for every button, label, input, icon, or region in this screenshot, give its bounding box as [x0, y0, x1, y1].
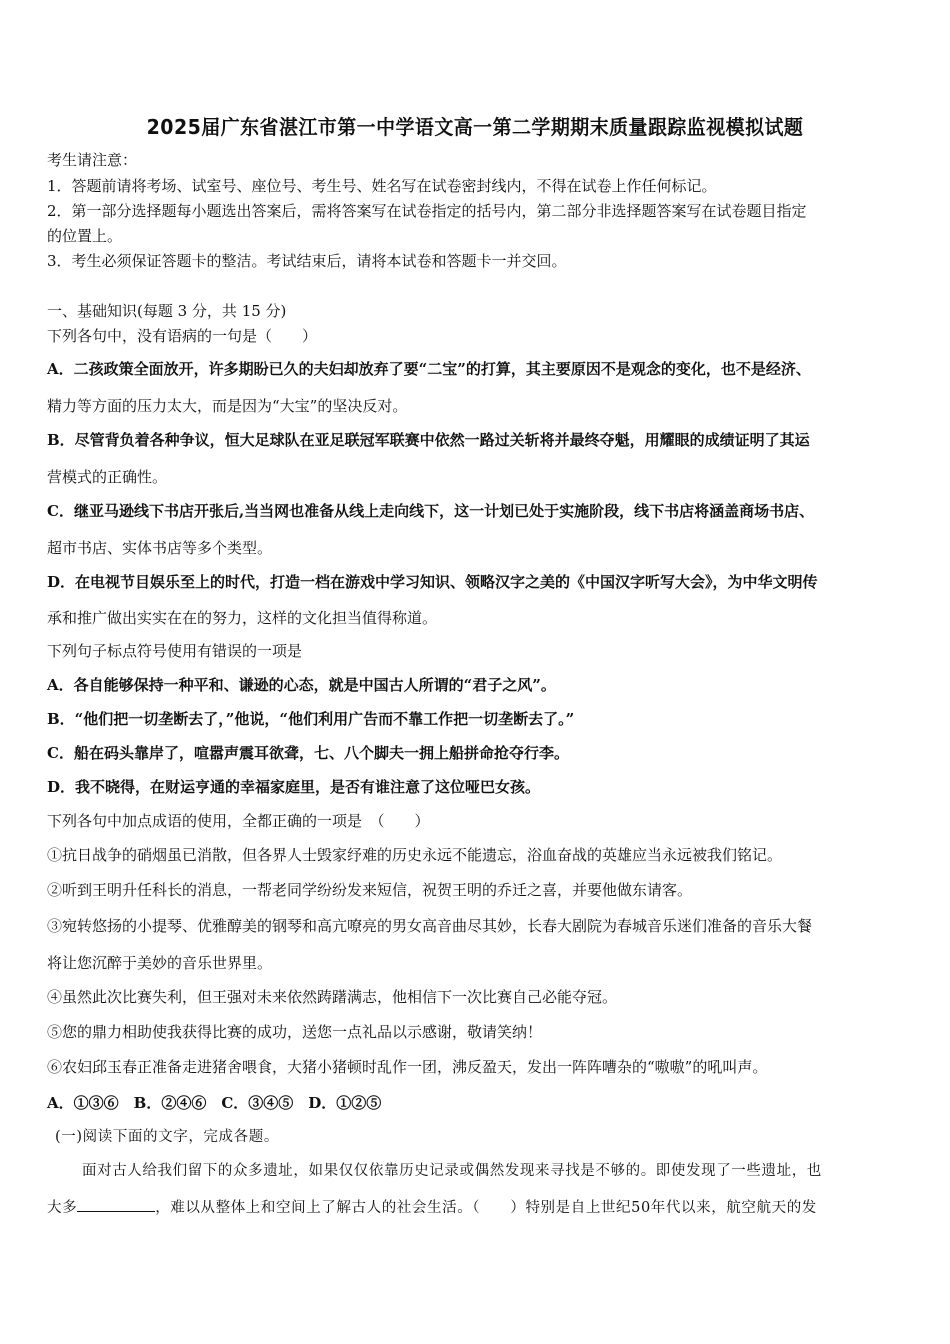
- question-1-option-d-cont: 承和推广做出实实在在的努力，这样的文化担当值得称道。: [47, 609, 438, 627]
- reading-text-segment: ，难以从整体上和空间上了解古人的社会生活。（ ）特别是自上世纪50年代以来，航空航天的发: [155, 1200, 817, 1216]
- question-1-stem: 下列各句中，没有语病的一句是（ ）: [47, 327, 318, 345]
- section-heading: 一、基础知识(每题 3 分，共 15 分): [47, 302, 287, 320]
- reading-text-segment: 大多: [47, 1200, 78, 1216]
- question-1-option-b-cont: 营模式的正确性。: [47, 468, 168, 486]
- question-3-item-6: ⑥农妇邱玉春正准备走进猪舍喂食，大猪小猪顿时乱作一团，沸反盈天，发出一阵阵嘈杂的“嗷嗷”的吼叫声。: [47, 1058, 768, 1076]
- fill-in-blank[interactable]: [77, 1197, 155, 1212]
- question-2-stem: 下列句子标点符号使用有错误的一项是: [47, 642, 303, 660]
- question-3-item-3-cont: 将让您沉醉于美妙的音乐世界里。: [47, 954, 273, 972]
- question-1-option-d: D．在电视节目娱乐至上的时代，打造一档在游戏中学习知识、领略汉字之美的《中国汉字听写大会》，为中华文明传: [47, 573, 818, 591]
- notice-item: 2．第一部分选择题每小题选出答案后，需将答案写在试卷指定的括号内，第二部分非选择题答案写在试卷题目指定: [47, 202, 807, 220]
- notice-item: 的位置上。: [47, 227, 123, 245]
- question-3-item-5: ⑤您的鼎力相助使我获得比赛的成功，送您一点礼品以示感谢，敬请笑纳！: [47, 1023, 543, 1041]
- question-2-option-c: C．船在码头靠岸了，喧嚣声震耳欲聋，七、八个脚夫一拥上船拼命抢夺行李。: [47, 744, 569, 762]
- notice-item: 1．答题前请将考场、试室号、座位号、考生号、姓名写在试卷密封线内，不得在试卷上作任何标记。: [47, 177, 717, 195]
- reading-paragraph-line: [47, 1197, 817, 1218]
- question-1-option-b: B．尽管背负着各种争议，恒大足球队在亚足联冠军联赛中依然一路过关斩将并最终夺魁，用耀眼的成绩证明了其运: [47, 431, 810, 449]
- question-2-option-a: A．各自能够保持一种平和、谦逊的心态，就是中国古人所谓的“君子之风”。: [47, 676, 556, 694]
- reading-paragraph-line: 面对古人给我们留下的众多遗址，如果仅仅依靠历史记录或偶然发现来寻找是不够的。即使发现了一些遗址，也: [82, 1163, 822, 1179]
- question-3-stem: 下列各句中加点成语的使用，全都正确的一项是 （ ）: [47, 812, 430, 830]
- exam-title: 2025届广东省湛江市第一中学语文高一第二学期期末质量跟踪监视模拟试题: [146, 115, 804, 139]
- question-3-item-1: ①抗日战争的硝烟虽已消散，但各界人士毁家纾难的历史永远不能遗忘，浴血奋战的英雄应当永远被我们铭记。: [47, 846, 783, 864]
- question-3-options: A．①③⑥ B．②④⑥ C．③④⑤ D．①②⑤: [47, 1094, 382, 1112]
- question-2-option-b: B．“他们把一切垄断去了，”他说，“他们利用广告而不靠工作把一切垄断去了。”: [47, 710, 575, 728]
- question-3-item-2: ②听到王明升任科长的消息，一帮老同学纷纷发来短信，祝贺王明的乔迁之喜，并要他做东请客。: [47, 881, 693, 899]
- question-2-option-d: D．我不晓得，在财运亨通的幸福家庭里，是否有谁注意了这位哑巴女孩。: [47, 778, 541, 796]
- question-1-option-c: C．继亚马逊线下书店开张后,当当网也准备从线上走向线下，这一计划已处于实施阶段，线下书店将涵盖商场书店、: [47, 502, 815, 520]
- question-3-item-3: ③宛转悠扬的小提琴、优雅醇美的钢琴和高亢嘹亮的男女高音曲尽其妙，长春大剧院为春城音乐迷们准备的音乐大餐: [47, 917, 813, 935]
- question-1-option-a-cont: 精力等方面的压力太大，而是因为“大宝”的坚决反对。: [47, 397, 408, 415]
- question-1-option-c-cont: 超市书店、实体书店等多个类型。: [47, 539, 273, 557]
- question-3-item-4: ④虽然此次比赛失利，但王强对未来依然踌躇满志，他相信下一次比赛自己必能夺冠。: [47, 988, 618, 1006]
- question-1-option-a: A．二孩政策全面放开，许多期盼已久的夫妇却放弃了要“二宝”的打算，其主要原因不是观念的变化，也不是经济、: [47, 360, 811, 378]
- notice-item: 3．考生必须保证答题卡的整洁。考试结束后，请将本试卷和答题卡一并交回。: [47, 252, 567, 270]
- reading-heading: (一)阅读下面的文字，完成各题。: [55, 1129, 279, 1145]
- notice-heading: 考生请注意：: [47, 151, 138, 169]
